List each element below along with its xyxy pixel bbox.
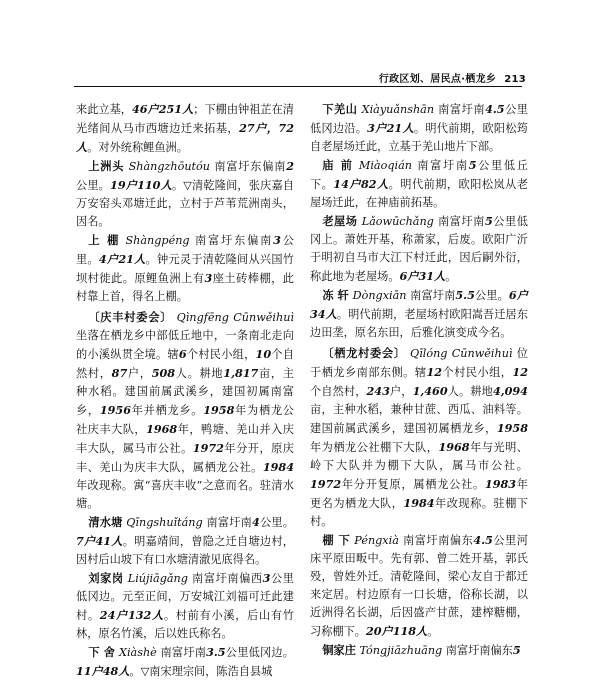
entry-qingfeng-committee: 〔庆丰村委会〕 Qìngfēng Cūnwěihuì 坐落在栖龙乡中部低丘地中，一条南北走向的小溪纵贯全境。辖6个村民小组，10个自然村，87户，508人。耕地1,817亩，主种水稻。建国前属武溪乡，建国初属南富乡，1956年并栖龙乡。1958年为栖龙公社庆丰大队，1968年，鸭塘、羌山并入庆丰大队，属马市公社。1972年分开，原庆丰、羌山为庆丰大队，属栖龙公社。1984年改现称。寓“喜庆丰收”之意而名。驻清水塘。 [76, 311, 294, 510]
right-column [310, 100, 528, 657]
entry-laowuchang: 老屋场 Lǎowūchǎng 南富圩南5公里低冈上。萧姓开基，称萧家，后废。欧阳广沂于明初自马市大江下村迁此，因后嗣外衍，称此地为老屋场。6户31人。 [310, 214, 528, 283]
entry-pengxia: 棚 下 Péngxià 南富圩南偏东4.5公里河床平原田畈中。先有郭、曾二姓开基，郭氏殁，曾姓外迁。清乾隆间，梁心友自于都迁来定居。村边原有一口长塘，俗称长湖，以近洲得名长湖，后因盛产甘蔗，建榨糖棚，习称棚下。20户118人。 [310, 533, 528, 638]
entry-xiashe: 下 舍 Xiàshè 南富圩南3.5公里低冈边。11户48人。▽南宋理宗间，陈浩自县城 [76, 645, 294, 678]
entry-liujiagang: 刘家岗 Liújiāgǎng 南富圩南偏西3公里低冈边。元至正间，万安城江刘福可迁此建村。24户132人。村前有小溪，后山有竹林，原名竹溪，后以姓氏称名。 [76, 571, 294, 640]
entry-pinyin: Shàngpéng [125, 234, 190, 247]
entry-headword: 〔庆丰村委会〕 [88, 311, 173, 324]
running-head [379, 70, 526, 85]
entry-pinyin: Shàngzhōutóu [128, 160, 210, 173]
header-rule [74, 86, 522, 87]
entry-headword: 下羌山 [322, 103, 358, 116]
entry-shangzhoutou: 上洲头 Shàngzhōutóu 南富圩东偏南2公里。19户110人。▽清乾隆间，张庆嘉自万安窑头邓塘迁此，立村于芦苇荒洲南头，因名。 [76, 159, 294, 228]
entry-pinyin: Miàoqián [358, 159, 412, 172]
entry-pinyin: Lǎowūchǎng [361, 215, 434, 228]
entry-headword: 老屋场 [322, 215, 358, 228]
entry-pinyin: Péngxià [354, 534, 399, 547]
entry-qilong-committee: 〔栖龙村委会〕 Qīlóng Cūnwěihuì 位于栖龙乡南部东侧。辖12个村民小组，12个自然村，243户，1,460人。耕地4,094亩，主种水稻，兼种甘蔗、西瓜、油料等。建国前属武溪乡，建国初属栖龙乡，1958年为栖龙公社棚下大队，1968年与光明、岭下大队并为棚下大队，属马市公社。1972年分开复原，属栖龙公社。1983年更名为栖龙大队，1984年改现称。驻棚下村。 [310, 347, 528, 528]
entry-qingshuitang: 清水塘 Qīngshuǐtáng 南富圩南4公里。7户41人。明嘉靖间，曾隐之迁自塘边村，因村后山坡下有口水塘清澈见底得名。 [76, 515, 294, 566]
left-column [76, 100, 294, 678]
entry-pinyin: Qīlóng Cūnwěihuì [410, 347, 513, 360]
entry-pinyin: Qìngfēng Cūnwěihuì [176, 311, 294, 324]
entry-tongjiazhuang: 铜家庄 Tóngjiāzhuāng 南富圩南偏东5 [322, 643, 521, 657]
entry-miaoqian: 庙 前 Miàoqián 南富圩南5公里低丘下。14户82人。明代前期，欧阳松岚从老屋场迁此，在神庙前拓基。 [310, 158, 528, 209]
running-head-title: 行政区划、居民点·栖龙乡 [378, 74, 497, 85]
entry-pinyin: Tóngjiāzhuāng [359, 644, 443, 657]
entry-pinyin: Liújiāgǎng [127, 572, 188, 585]
entry-headword: 上 棚 [88, 234, 121, 247]
entry-headword: 冻 轩 [322, 289, 349, 302]
entry-headword: 〔栖龙村委会〕 [322, 347, 406, 360]
entry-headword: 刘家岗 [88, 572, 124, 585]
entry-shangpeng: 上 棚 Shàngpéng 南富圩东偏南3公里。4户21人。钟元灵于清乾隆间从兴国竹坝村徙此。原鲤鱼洲上有3座土砖棒棚，此村靠上首，得名上棚。 [76, 233, 294, 303]
entry-headword: 上洲头 [88, 160, 125, 173]
entry-pinyin: Xiàyuǎnshān [361, 103, 435, 116]
entry-xiaqiangshan: 下羌山 Xiàyuǎnshān 南富圩南4.5公里低冈边沿。3户21人。明代前期，欧阳松筠自老屋场迁此，立基于羌山地片下部。 [310, 102, 528, 153]
entry-headword: 铜家庄 [322, 644, 356, 657]
entry-dongxuan: 冻 轩 Dòngxiān 南富圩南5.5公里。6户34人。明代前期，老屋场村欧阳嵩吾迁居东边田垄，原名东田，后雅化演变成今名。 [310, 288, 528, 339]
entry-headword: 清水塘 [88, 516, 123, 529]
entry-pinyin: Qīngshuǐtáng [126, 516, 203, 529]
entry-pinyin: Xiàshè [118, 646, 157, 659]
entry-headword: 棚 下 [322, 534, 351, 547]
entry-continuation: 来此立基，46户251人；下棚由钟祖芷在清光绪间从马市西塘边迁来拓基，27户，72人。对外统称鲤鱼洲。 [76, 102, 294, 154]
entry-headword: 庙 前 [322, 159, 354, 172]
entry-headword: 下 舍 [88, 646, 116, 659]
page-number: 213 [504, 74, 526, 85]
entry-pinyin: Dòngxiān [352, 289, 407, 302]
